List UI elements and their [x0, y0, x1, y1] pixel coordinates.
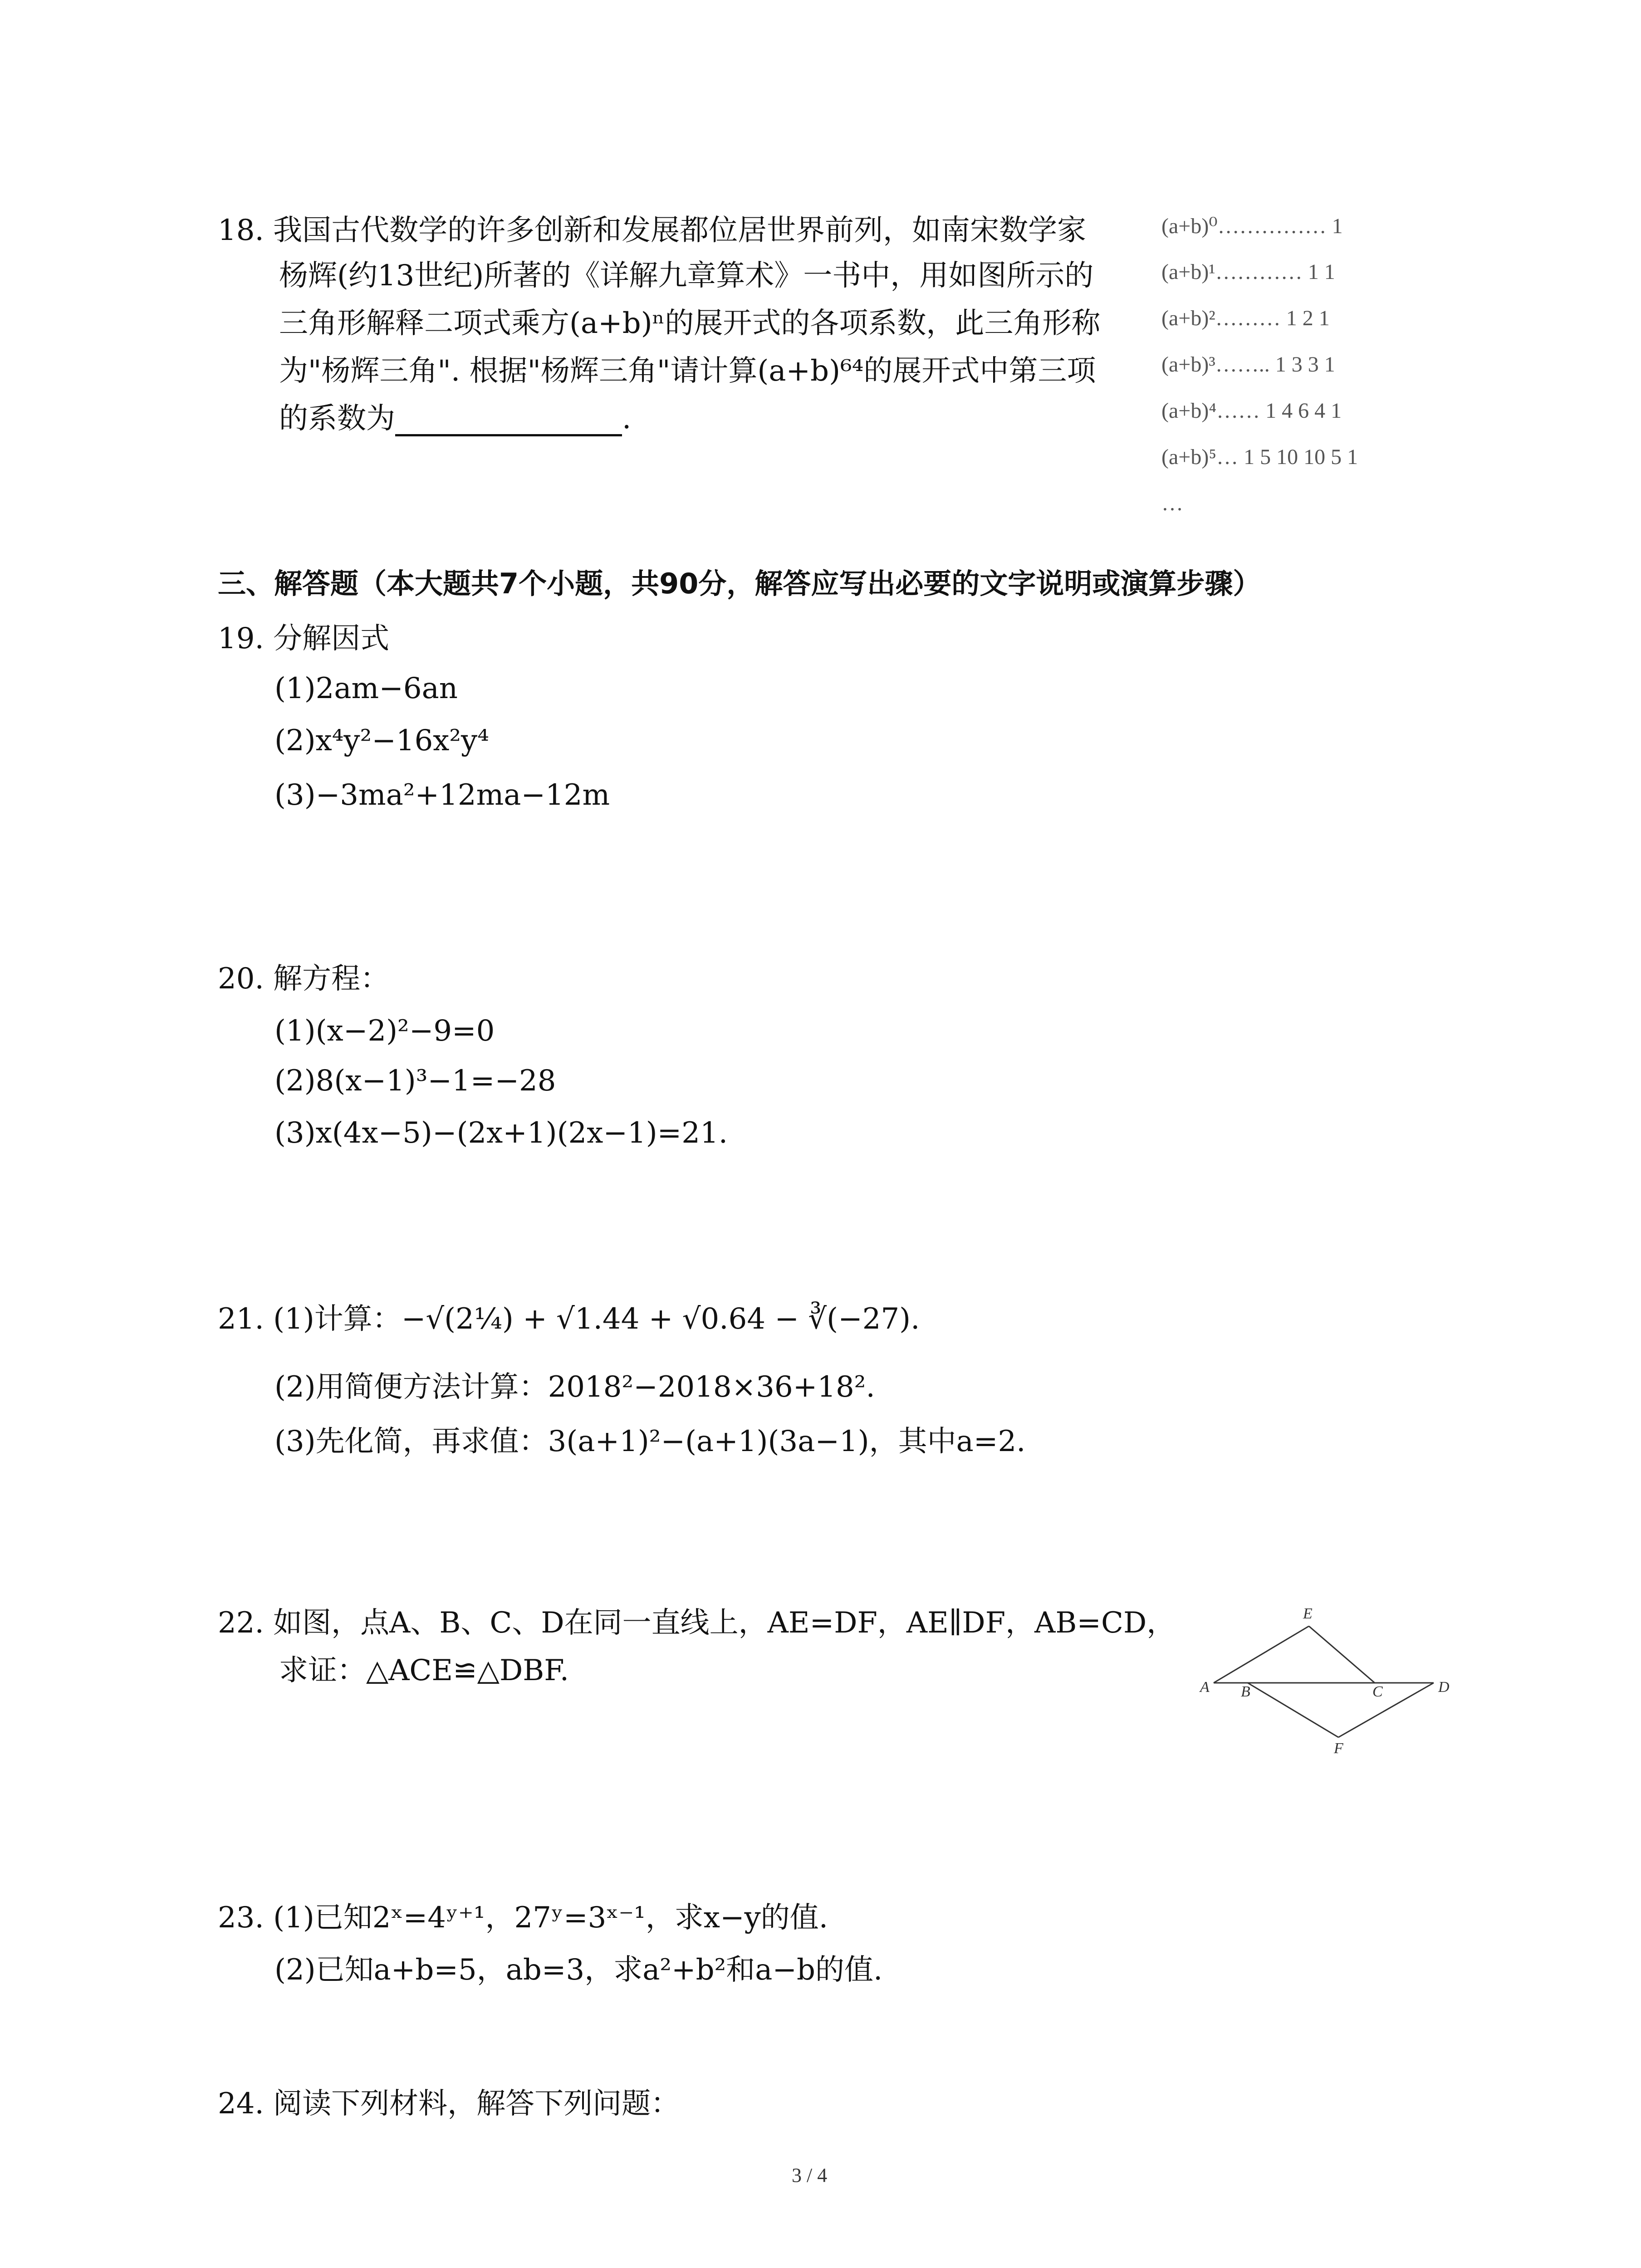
q18-line-1: 18. 我国古代数学的许多创新和发展都位居世界前列，如南宋数学家	[218, 214, 1087, 247]
q21-item-3: (3)先化简，再求值：3(a+1)²−(a+1)(3a−1)，其中a=2.	[274, 1425, 1026, 1458]
triangle-row-5: (a+b)⁵… 1 5 10 10 5 1	[1161, 445, 1358, 469]
q19-item-2: (2)x⁴y²−16x²y⁴	[274, 724, 489, 758]
q24-title: 24. 阅读下列材料，解答下列问题：	[218, 2087, 680, 2121]
q18-line-4: 为"杨辉三角". 根据"杨辉三角"请计算(a+b)⁶⁴的展开式中第三项	[279, 354, 1096, 388]
q20-item-1: (1)(x−2)²−9=0	[274, 1014, 495, 1048]
q23-item-1: 23. (1)已知2ˣ=4ʸ⁺¹，27ʸ=3ˣ⁻¹，求x−y的值.	[218, 1901, 828, 1935]
q18-line-3: 三角形解释二项式乘方(a+b)ⁿ的展开式的各项系数，此三角形称	[279, 307, 1101, 340]
q18-answer-suffix: .	[622, 402, 632, 435]
q22-line-2: 求证：△ACE≌△DBF.	[279, 1654, 569, 1687]
page-number: 3 / 4	[792, 2164, 828, 2186]
triangle-row-4: (a+b)⁴…… 1 4 6 4 1	[1161, 399, 1342, 423]
label-E: E	[1303, 1605, 1313, 1622]
q23-item-2: (2)已知a+b=5，ab=3，求a²+b²和a−b的值.	[274, 1953, 883, 1987]
q18-answer-blank[interactable]	[395, 407, 622, 436]
label-F: F	[1334, 1740, 1343, 1755]
label-A: A	[1200, 1679, 1210, 1696]
q20-title: 20. 解方程：	[218, 962, 390, 996]
segment-AE	[1214, 1626, 1309, 1683]
section-3-heading: 三、解答题（本大题共7个小题，共90分，解答应写出必要的文字说明或演算步骤）	[218, 567, 1261, 600]
label-B: B	[1241, 1683, 1250, 1700]
triangle-row-2: (a+b)²……… 1 2 1	[1161, 306, 1330, 330]
segment-BF	[1248, 1683, 1338, 1737]
triangle-row-3: (a+b)³…….. 1 3 3 1	[1161, 352, 1335, 376]
segment-FD	[1338, 1683, 1434, 1737]
segment-EC	[1309, 1626, 1375, 1683]
q19-title: 19. 分解因式	[218, 622, 390, 655]
q18-line-2: 杨辉(约13世纪)所著的《详解九章算术》一书中，用如图所示的	[279, 259, 1094, 293]
q22-geometry-figure	[1198, 1601, 1461, 1755]
q20-item-3: (3)x(4x−5)−(2x+1)(2x−1)=21.	[274, 1116, 728, 1150]
q22-line-1: 22. 如图，点A、B、C、D在同一直线上，AE=DF，AE∥DF，AB=CD，	[218, 1606, 1176, 1640]
label-C: C	[1372, 1683, 1383, 1700]
q20-item-2: (2)8(x−1)³−1=−28	[274, 1064, 556, 1098]
triangle-row-ellipsis: …	[1161, 491, 1183, 515]
q19-item-3: (3)−3ma²+12ma−12m	[274, 778, 610, 812]
triangle-row-0: (a+b)⁰…………… 1	[1161, 214, 1343, 238]
q21-item-2: (2)用简便方法计算：2018²−2018×36+18².	[274, 1370, 875, 1404]
q19-item-1: (1)2am−6an	[274, 672, 458, 705]
q18-answer-prefix: 的系数为	[279, 402, 395, 435]
triangle-row-1: (a+b)¹………… 1 1	[1161, 260, 1335, 284]
q21-item-1: 21. (1)计算：−√(2¼) + √1.44 + √0.64 − ∛(−27).	[218, 1302, 920, 1336]
label-D: D	[1438, 1679, 1450, 1696]
q18-line-5	[279, 401, 631, 436]
